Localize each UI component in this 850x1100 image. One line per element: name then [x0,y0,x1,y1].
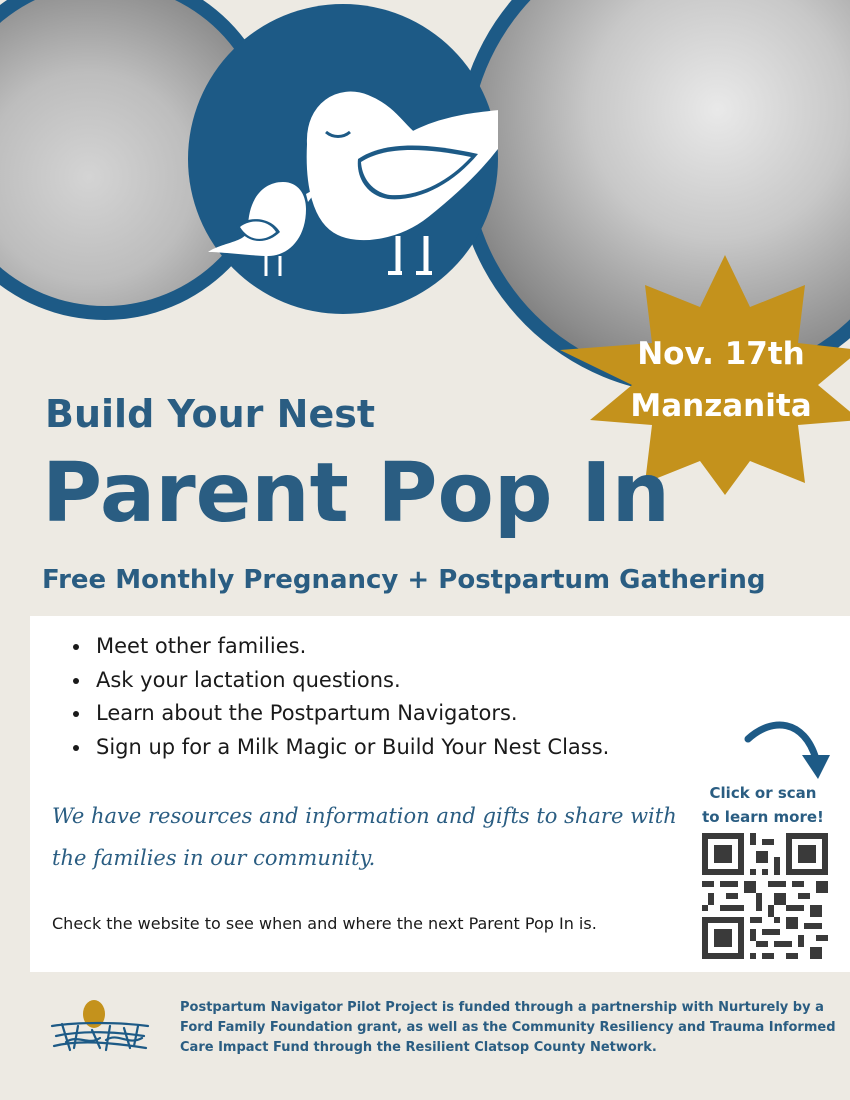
benefits-list [68,630,609,764]
event-date: Nov. 17th [637,336,805,372]
website-note: Check the website to see when and where the next Parent Pop In is. [52,914,597,933]
birds-icon [188,4,498,314]
qr-caption [696,781,830,829]
qr-code-icon[interactable] [702,833,828,959]
bird-logo-circle [188,4,498,314]
list-item: • Meet other families. [92,630,609,664]
funding-statement: Postpartum Navigator Pilot Project is funded through a partnership with Nurturely by a Ford Family Foundation grant, as well as the Community Resiliency and Trauma Informed Care Impact Fund through the Resilient Clatsop County Network. [180,1000,836,1055]
tagline: Free Monthly Pregnancy + Postpartum Gathering [42,565,766,595]
list-item: • Learn about the Postpartum Navigators. [92,697,609,731]
resources-message: We have resources and information and gifts to share with the families in our community. [52,804,677,870]
page-title: Parent Pop In [42,446,670,541]
qr-caption-line2: to learn more! [702,808,824,826]
curved-arrow-icon [742,713,832,783]
qr-caption-line1: Click or scan [709,784,817,802]
program-name: Build Your Nest [45,392,376,436]
event-location: Manzanita [630,388,812,424]
list-item: • Sign up for a Milk Magic or Build Your Nest Class. [92,731,609,765]
list-item: • Ask your lactation questions. [92,664,609,698]
event-badge-text [590,328,850,432]
nest-logo-icon [48,996,152,1056]
